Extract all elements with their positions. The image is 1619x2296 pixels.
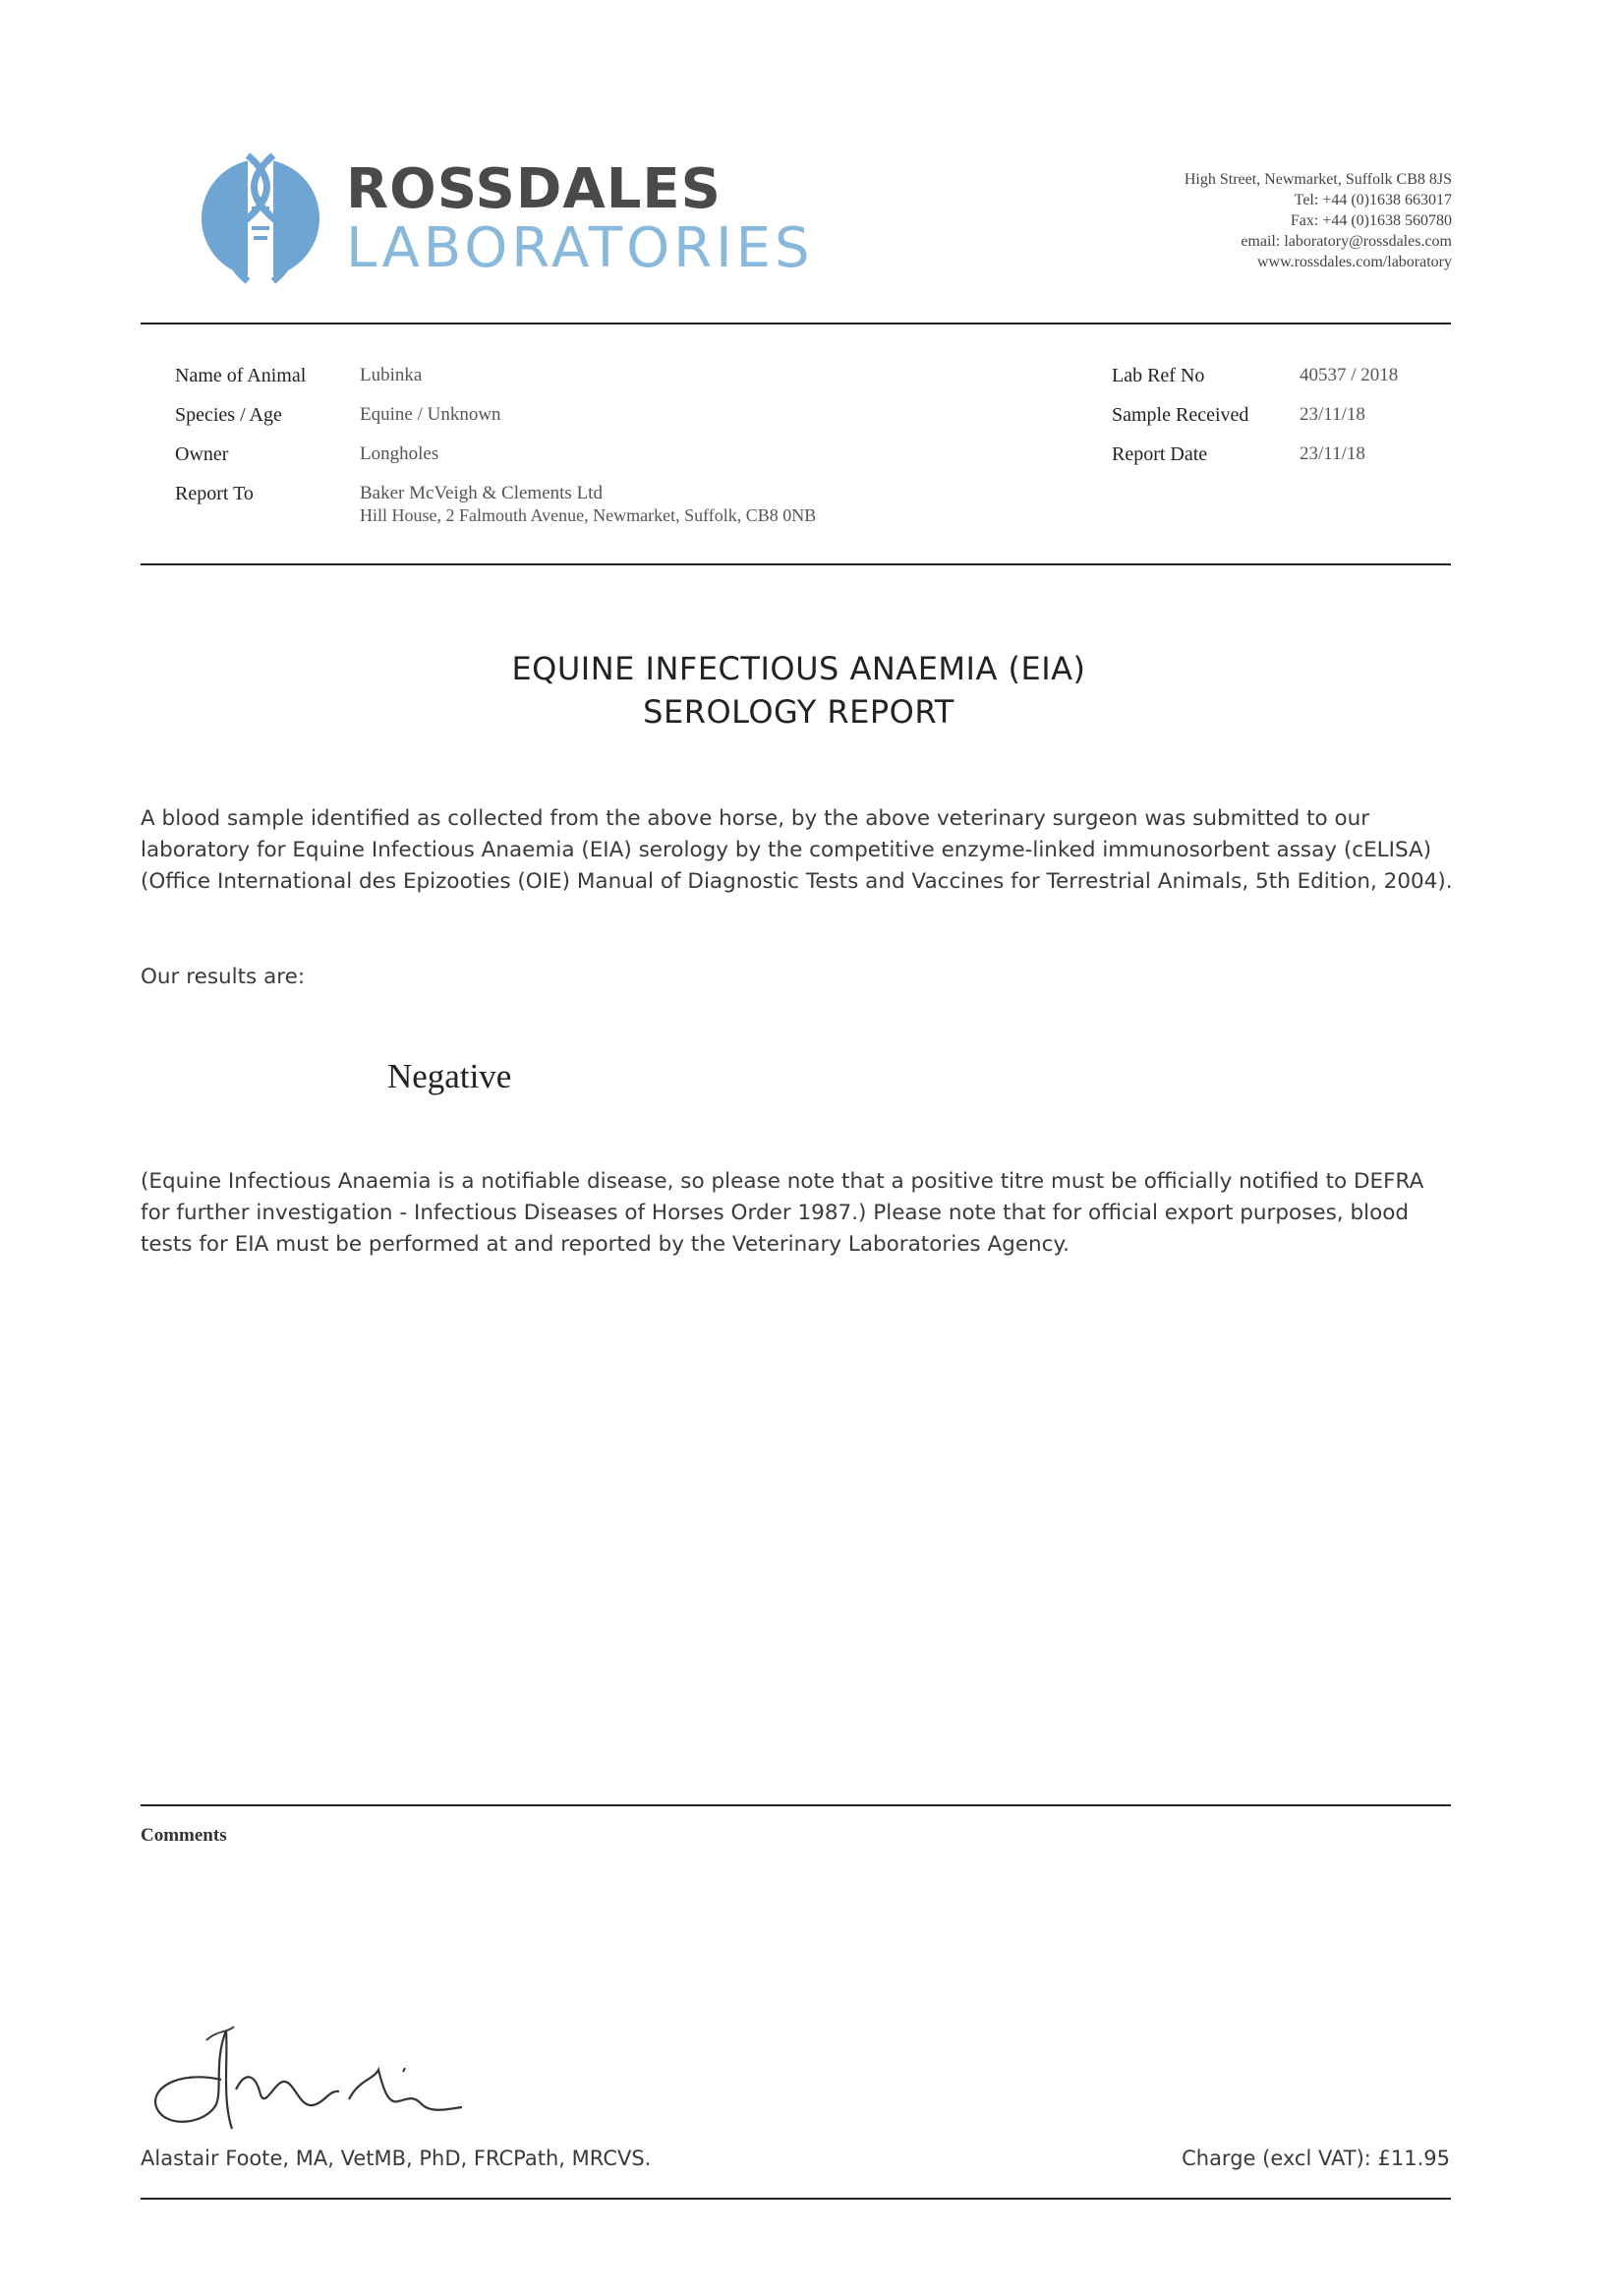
footer-divider (141, 2198, 1451, 2200)
sample-received-value: 23/11/18 (1300, 404, 1365, 425)
lab-ref-label: Lab Ref No (1112, 365, 1205, 386)
owner-value: Longholes (360, 443, 439, 464)
lab-address (1185, 169, 1452, 272)
intro-paragraph: A blood sample identified as collected from the above horse, by the above veterinary surgeon was submitted to our laboratory for Equine Infectious Anaemia (EIA) serology by the competitive enzyme-linked immunosorbent assay (cELISA) (Office International des Epizooties (OIE) Manual of Diagnostic Tests and Vaccines for Terrestrial Animals, 5th Edition, 2004). (141, 806, 1453, 894)
results-lead: Our results are: (141, 965, 306, 989)
address-fax: Fax: +44 (0)1638 560780 (1290, 212, 1452, 229)
report-date-label: Report Date (1112, 443, 1208, 465)
test-result: Negative (387, 1057, 512, 1095)
notice-paragraph: (Equine Infectious Anaemia is a notifiable disease, so please note that a positive titre must be officially notified to DEFRA for further investigation - Infectious Diseases of Horses Order 1987.) Please note that for official export purposes, blood tests for EIA must be performed at and reported by the Veterinary Laboratories Agency. (141, 1169, 1424, 1257)
owner-label: Owner (175, 443, 229, 465)
header-divider (141, 323, 1451, 324)
address-line: High Street, Newmarket, Suffolk CB8 8JS (1184, 171, 1452, 188)
address-tel: Tel: +44 (0)1638 663017 (1294, 192, 1452, 208)
charge-amount: Charge (excl VAT): £11.95 (1182, 2147, 1450, 2170)
report-to-address: Hill House, 2 Falmouth Avenue, Newmarket, Suffolk, CB8 0NB (360, 505, 817, 525)
signature-image (138, 2011, 501, 2139)
species-label: Species / Age (175, 404, 282, 426)
species-value: Equine / Unknown (360, 404, 501, 425)
sample-received-label: Sample Received (1112, 404, 1249, 426)
report-title: EQUINE INFECTIOUS ANAEMIA (EIA) (511, 650, 1086, 687)
report-date-value: 23/11/18 (1300, 443, 1365, 464)
signatory-name: Alastair Foote, MA, VetMB, PhD, FRCPath, MRCVS. (141, 2147, 652, 2170)
comments-label: Comments (141, 1825, 227, 1846)
address-website: www.rossdales.com/laboratory (1256, 254, 1452, 270)
info-divider (141, 563, 1451, 565)
report-to-label: Report To (175, 483, 254, 504)
report-subtitle: SEROLOGY REPORT (643, 693, 954, 731)
name-value: Lubinka (360, 365, 423, 385)
dna-helix-logo-icon (197, 147, 324, 285)
name-label: Name of Animal (175, 365, 307, 386)
comments-divider (141, 1804, 1451, 1806)
report-to-name: Baker McVeigh & Clements Ltd (360, 483, 603, 503)
brand-name: ROSSDALES (346, 157, 722, 221)
brand-subname: LABORATORIES (346, 216, 814, 280)
lab-ref-value: 40537 / 2018 (1300, 365, 1399, 385)
address-email: email: laboratory@rossdales.com (1241, 233, 1452, 250)
